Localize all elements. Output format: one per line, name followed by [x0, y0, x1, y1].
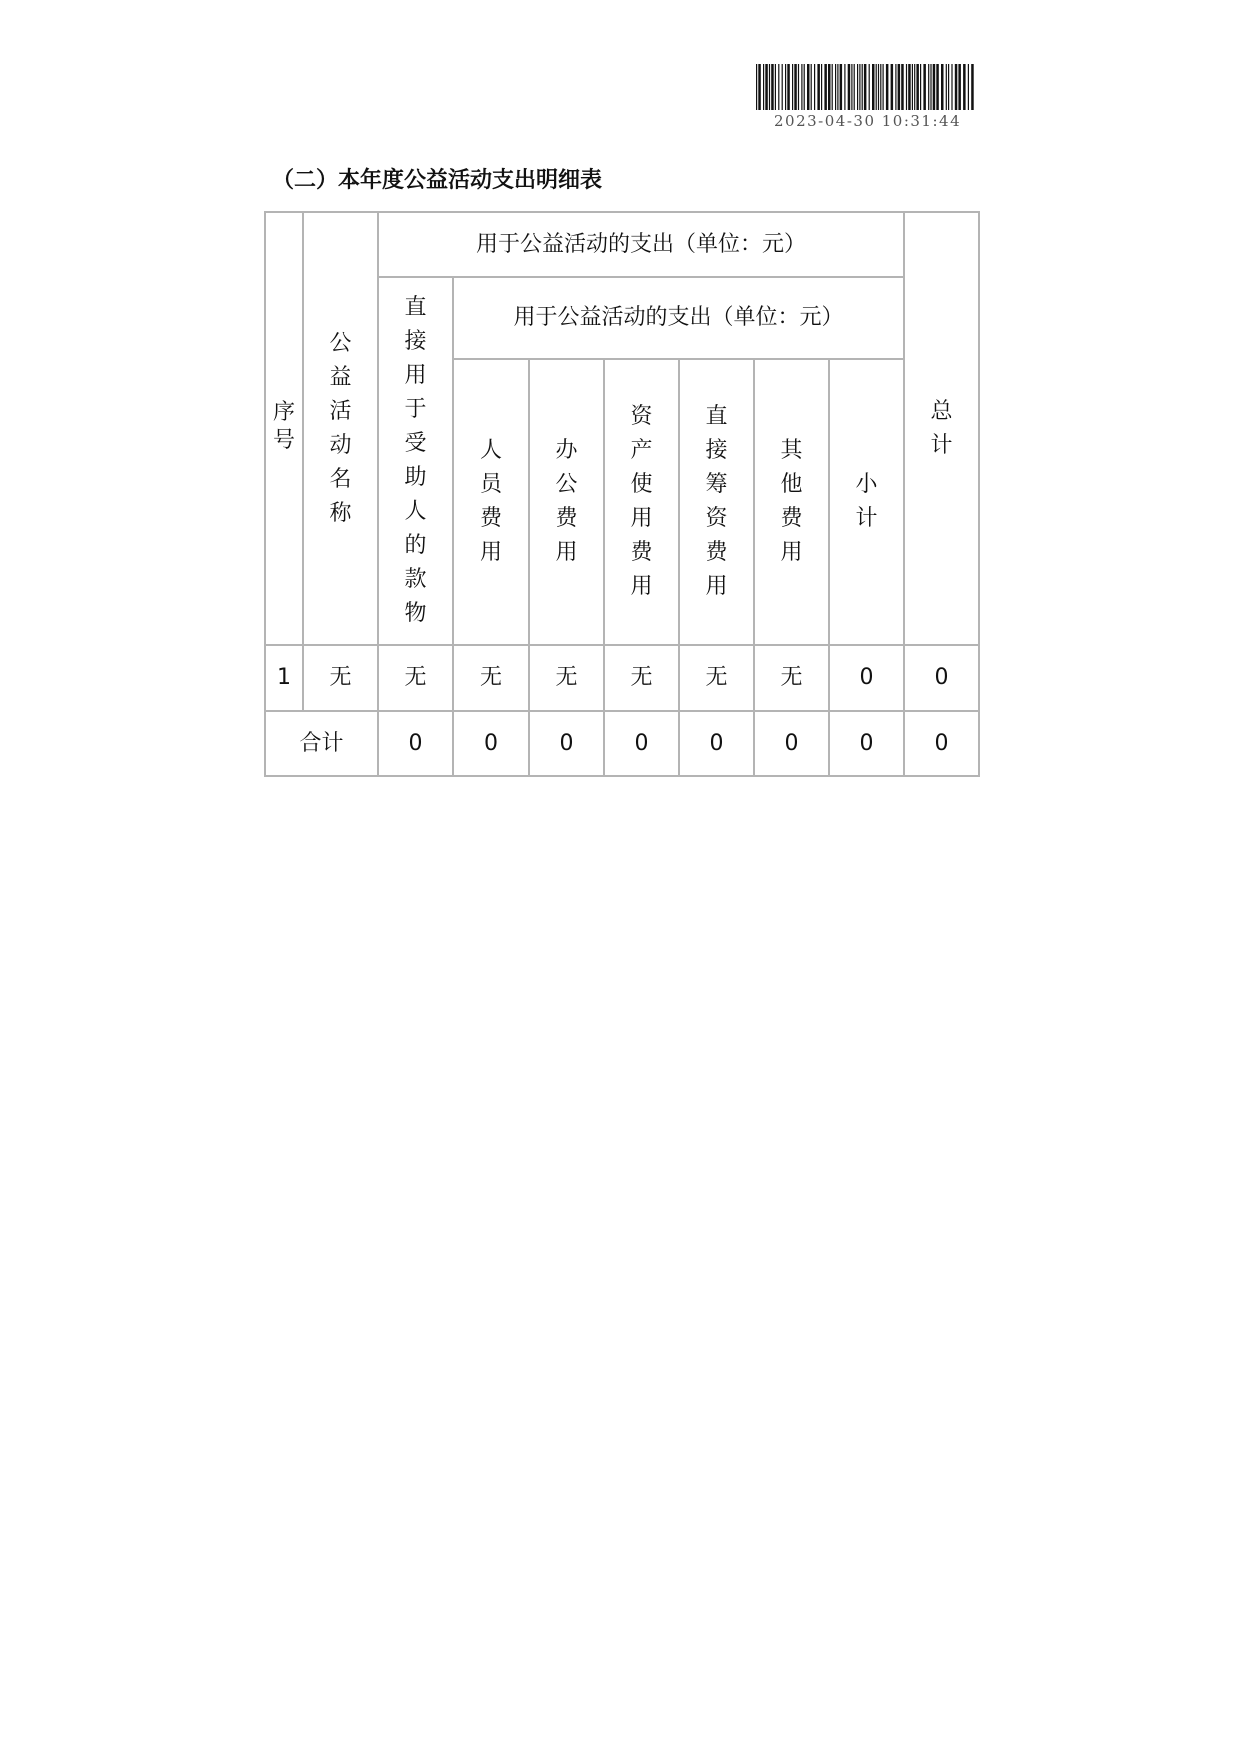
cell-seq: 1 — [265, 645, 303, 711]
header-row-1 — [265, 212, 979, 277]
sum-office: 0 — [529, 711, 604, 776]
cell-fundraising: 无 — [679, 645, 754, 711]
header-activity-name: 公益活动名称 — [303, 212, 378, 645]
cell-asset-use: 无 — [604, 645, 679, 711]
sum-direct-goods: 0 — [378, 711, 453, 776]
cell-other: 无 — [754, 645, 829, 711]
sum-other: 0 — [754, 711, 829, 776]
cell-subtotal: 0 — [829, 645, 904, 711]
header-subtotal: 小计 — [829, 359, 904, 645]
cell-personnel: 无 — [453, 645, 529, 711]
barcode-timestamp: 2023-04-30 10:31:44 — [774, 112, 962, 130]
sum-label: 合计 — [265, 711, 378, 776]
sum-asset-use: 0 — [604, 711, 679, 776]
sum-subtotal: 0 — [829, 711, 904, 776]
header-direct-goods: 直接用于受助人的款物 — [378, 277, 453, 645]
header-asset-use: 资产使用费用 — [604, 359, 679, 645]
sum-total: 0 — [904, 711, 979, 776]
header-group-sub: 用于公益活动的支出（单位：元） — [453, 277, 904, 359]
barcode-image — [756, 64, 976, 110]
header-other: 其他费用 — [754, 359, 829, 645]
expense-table — [264, 211, 980, 777]
section-title: （二）本年度公益活动支出明细表 — [272, 168, 603, 193]
cell-direct-goods: 无 — [378, 645, 453, 711]
header-total: 总计 — [904, 212, 979, 645]
header-group-top: 用于公益活动的支出（单位：元） — [378, 212, 904, 277]
cell-office: 无 — [529, 645, 604, 711]
sum-personnel: 0 — [453, 711, 529, 776]
sum-fundraising: 0 — [679, 711, 754, 776]
table-row — [265, 645, 979, 711]
header-fundraising: 直接筹资费用 — [679, 359, 754, 645]
header-personnel: 人员费用 — [453, 359, 529, 645]
sum-row — [265, 711, 979, 776]
header-seq: 序号 — [265, 212, 303, 645]
cell-total: 0 — [904, 645, 979, 711]
header-office: 办公费用 — [529, 359, 604, 645]
cell-activity-name: 无 — [303, 645, 378, 711]
barcode-block — [754, 64, 984, 130]
